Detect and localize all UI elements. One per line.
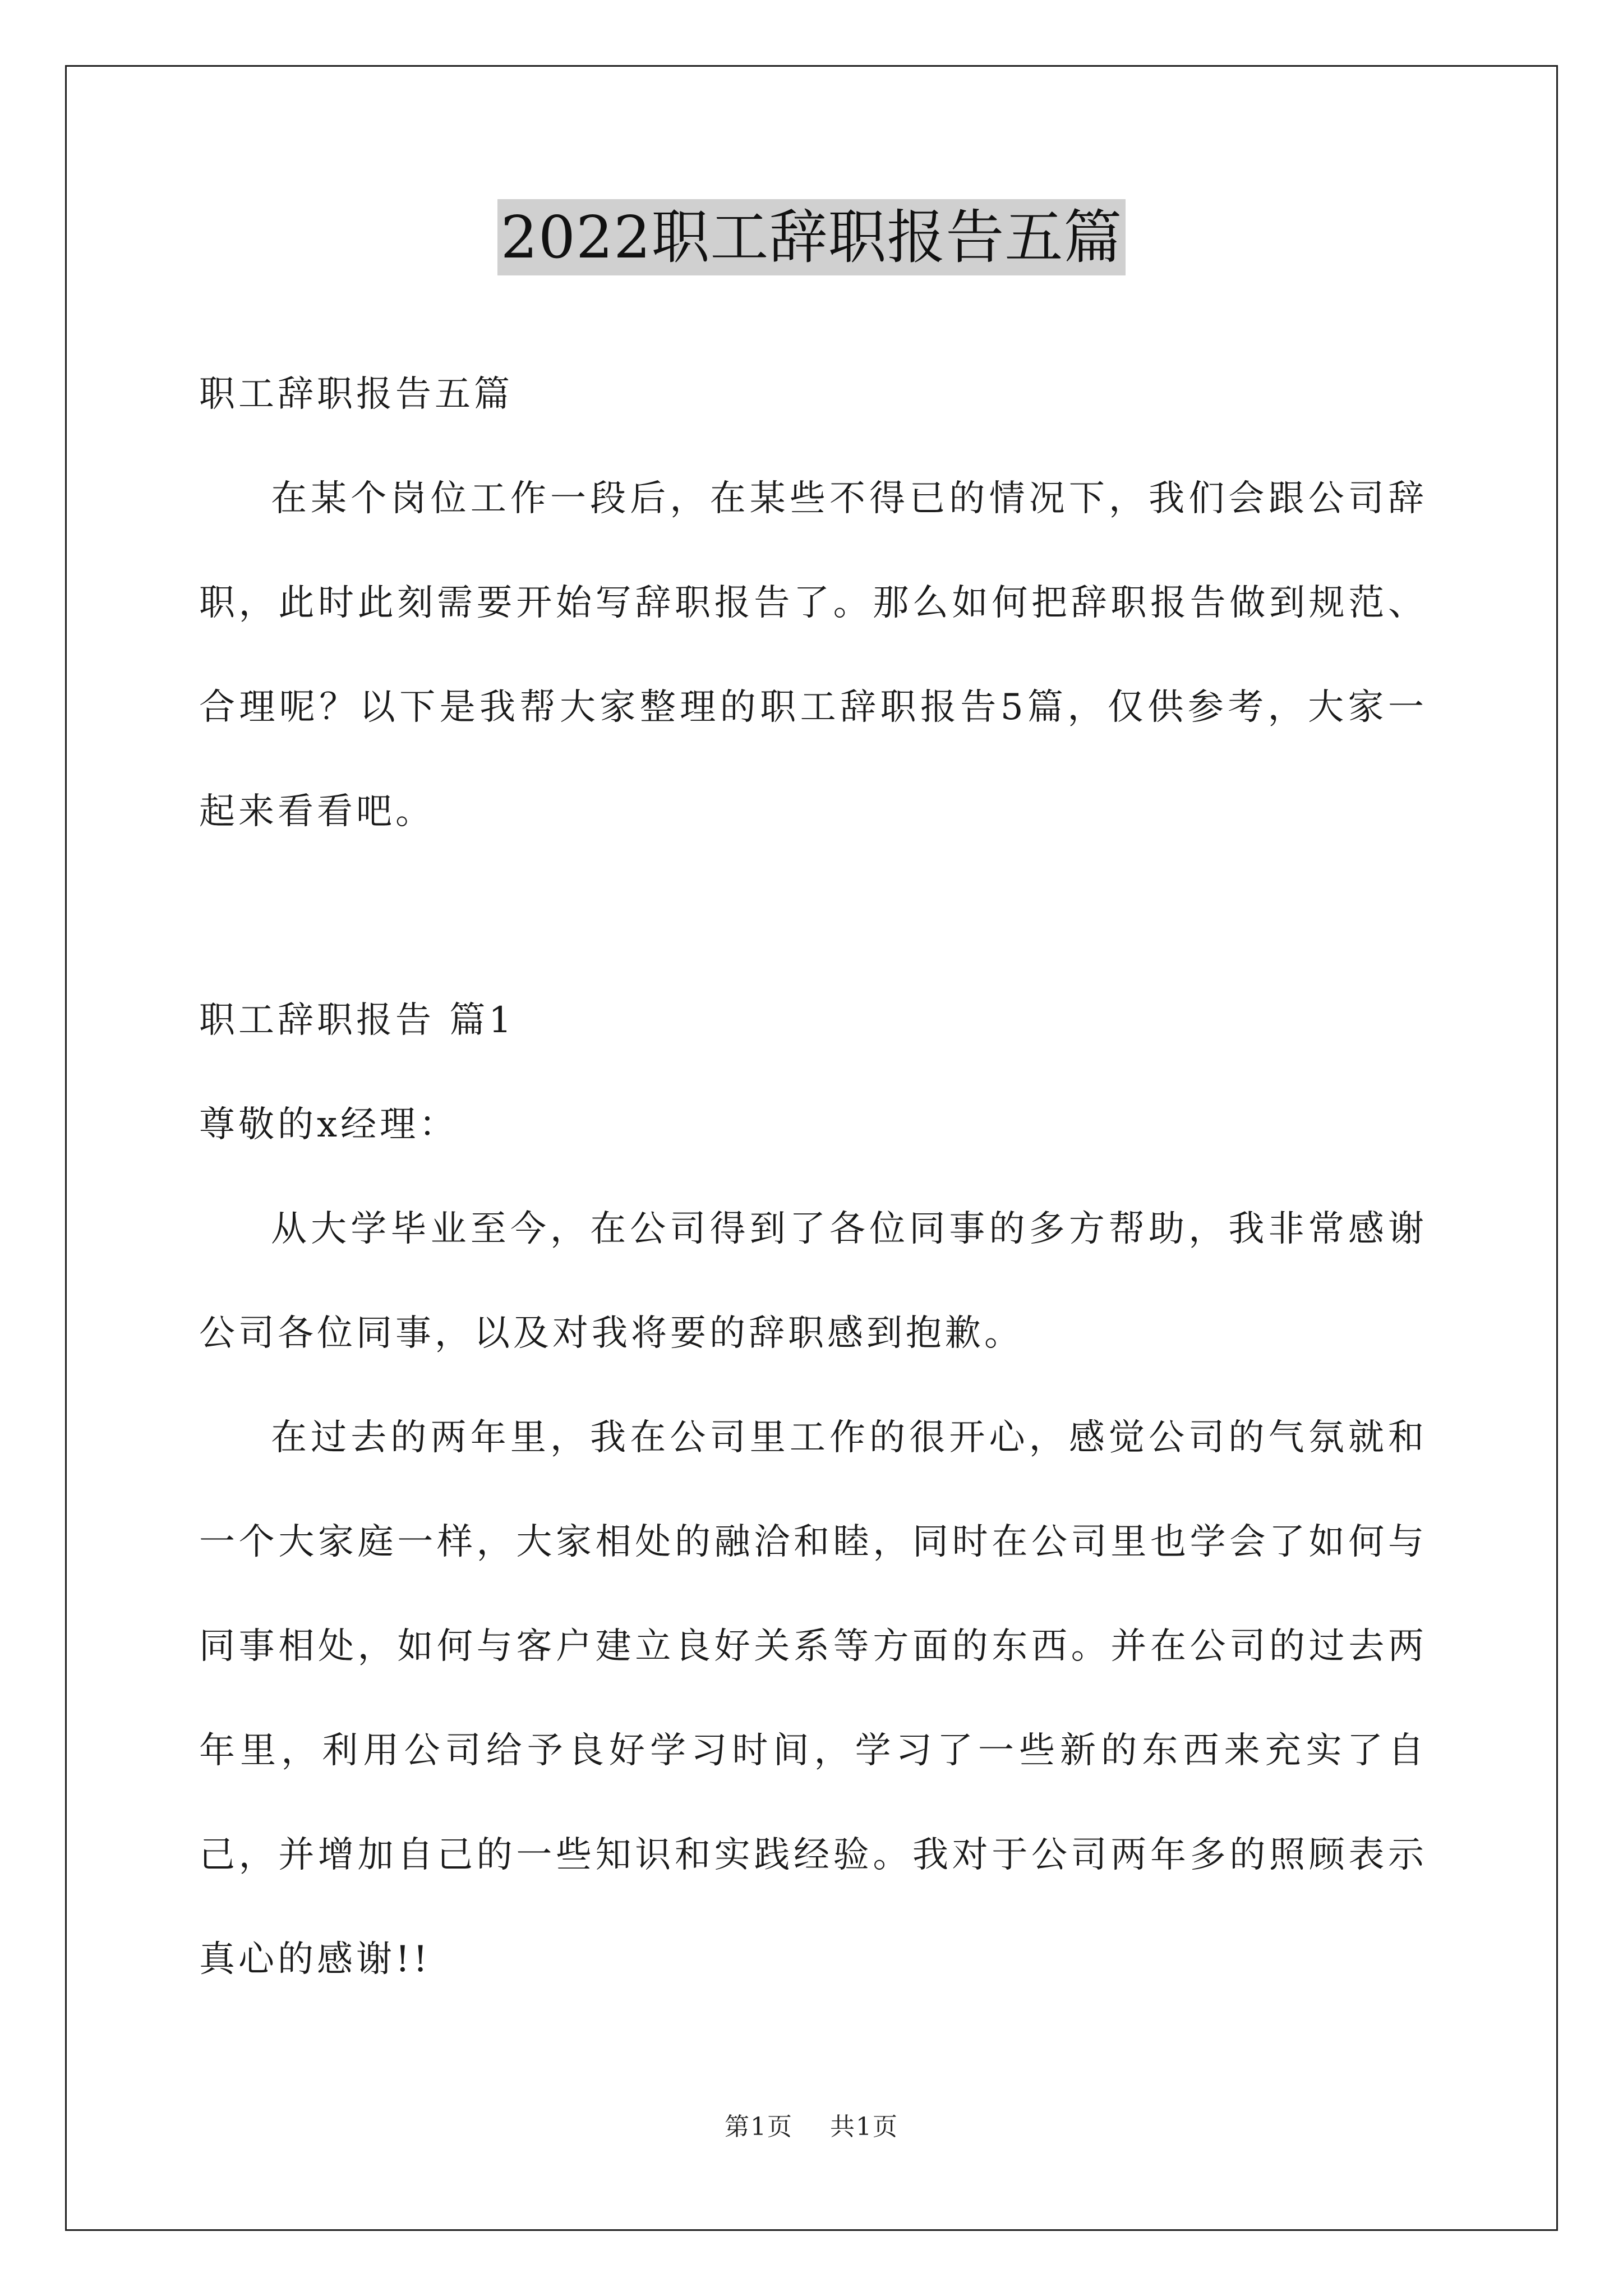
body-paragraph-1: 从大学毕业至今，在公司得到了各位同事的多方帮助，我非常感谢公司各位同事，以及对我将要的辞职感到抱歉。 — [199, 1208, 1427, 1354]
salutation: 尊敬的x经理： — [199, 1104, 459, 1145]
body-paragraph-2: 在过去的两年里，我在公司里工作的很开心，感觉公司的气氛就和一个大家庭一样，大家相处的融洽和睦，同时在公司里也学会了如何与同事相处，如何与客户建立良好关系等方面的东西。并在公司的过去两年里，利用公司给予良好学习时间，学习了一些新的东西来充实了自己，并增加自己的一些知识和实践经验。我对于公司两年多的照顾表示真心的感谢!! — [199, 1417, 1427, 1980]
page-footer — [0, 2106, 1623, 2142]
intro-paragraph: 在某个岗位工作一段后，在某些不得已的情况下，我们会跟公司辞职，此时此刻需要开始写辞职报告了。那么如何把辞职报告做到规范、合理呢？以下是我帮大家整理的职工辞职报告5篇，仅供参考，大家一起来看看吧。 — [199, 478, 1427, 832]
title-container — [0, 199, 1623, 275]
section-heading: 职工辞职报告 篇1 — [199, 1000, 515, 1041]
page-number-current: 第1页 — [725, 2113, 793, 2141]
document-body — [199, 342, 1427, 2012]
page-number-total: 共1页 — [830, 2113, 898, 2141]
document-subtitle: 职工辞职报告五篇 — [199, 374, 513, 415]
document-title: 2022职工辞职报告五篇 — [497, 199, 1126, 275]
